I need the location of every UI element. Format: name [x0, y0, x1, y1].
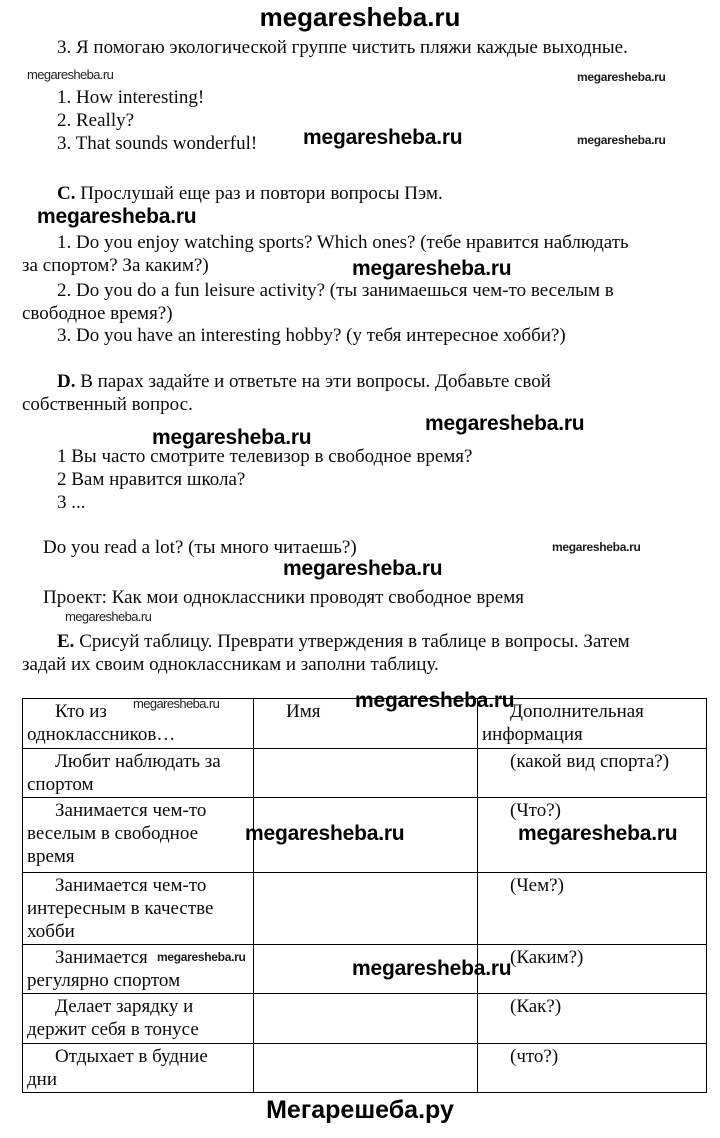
- info-cell: (Как?): [478, 994, 707, 1044]
- table-row: [23, 1044, 707, 1093]
- header-info-cell: Дополнительная информация: [478, 699, 707, 749]
- section-c-label: C.: [57, 183, 76, 204]
- section-d-heading: [22, 370, 710, 416]
- question-line: 2. Do you do a fun leisure activity? (ты занимаешься чем-то веселым в: [57, 280, 614, 301]
- d-question-1: 1 Вы часто смотрите телевизор в свободное время?: [57, 446, 473, 467]
- info-cell: (Чем?): [478, 873, 707, 945]
- watermark: megaresheba.ru: [133, 696, 220, 711]
- watermark: megaresheba.ru: [27, 67, 114, 82]
- table-row: [23, 749, 707, 798]
- d-question-3: 3 ...: [57, 492, 86, 513]
- watermark: megaresheba.ru: [303, 126, 463, 149]
- question-line: за спортом? За каким?): [22, 255, 209, 276]
- section-c-heading: [22, 182, 710, 205]
- project-title: Проект: Как мои одноклассники проводят свободное время: [43, 587, 524, 608]
- reply-2: 2. Really?: [57, 110, 135, 131]
- header-name-cell: Имя: [254, 699, 478, 749]
- classmates-table-wrapper: [22, 698, 707, 1093]
- watermark: megaresheba.ru: [518, 822, 678, 845]
- section-d-label: D.: [57, 371, 76, 392]
- section-c-question-3: 3. Do you have an interesting hobby? (у тебя интересное хобби?): [57, 325, 566, 346]
- site-footer: Мегарешеба.ру: [266, 1096, 454, 1124]
- who-cell: Занимается чем-то веселым в свободное время: [23, 798, 254, 873]
- who-cell: Занимается чем-то интересным в качестве хобби: [23, 873, 254, 945]
- watermark: megaresheba.ru: [157, 950, 246, 964]
- who-cell: Делает зарядку и держит себя в тонусе: [23, 994, 254, 1044]
- section-e-label: E.: [57, 631, 75, 652]
- watermark: megaresheba.ru: [425, 412, 585, 435]
- who-cell: Отдыхает в будние дни: [23, 1044, 254, 1093]
- info-cell: (какой вид спорта?): [478, 749, 707, 798]
- question-line: 1. Do you enjoy watching sports? Which ones? (тебе нравится наблюдать: [57, 232, 629, 253]
- section-d-title: В парах задайте и ответьте на эти вопросы. Добавьте свой: [75, 371, 551, 392]
- watermark: megaresheba.ru: [152, 426, 312, 449]
- watermark: megaresheba.ru: [352, 257, 512, 280]
- who-cell: Любит наблюдать за спортом: [23, 749, 254, 798]
- d-question-2: 2 Вам нравится школа?: [57, 469, 246, 490]
- info-cell: (Каким?): [478, 945, 707, 994]
- question-line: свободное время?): [22, 303, 173, 324]
- watermark: megaresheba.ru: [65, 609, 152, 624]
- info-cell: (Что?): [478, 798, 707, 873]
- reply-3: 3. That sounds wonderful!: [57, 133, 258, 154]
- watermark: megaresheba.ru: [577, 70, 666, 84]
- section-c-title: Прослушай еще раз и повтори вопросы Пэм.: [75, 183, 443, 204]
- table-row: [23, 994, 707, 1044]
- watermark: megaresheba.ru: [577, 133, 666, 147]
- classmates-table: [22, 698, 707, 1093]
- name-cell: [254, 1044, 478, 1093]
- name-cell: [254, 873, 478, 945]
- info-cell: (что?): [478, 1044, 707, 1093]
- watermark: megaresheba.ru: [552, 540, 641, 554]
- section-e-title-cont: задай их своим одноклассникам и заполни таблицу.: [22, 654, 439, 675]
- watermark: megaresheba.ru: [37, 205, 197, 228]
- section-c-question-2: [22, 279, 710, 325]
- reply-1: 1. How interesting!: [57, 87, 205, 108]
- watermark: megaresheba.ru: [355, 689, 515, 712]
- section-d-questions: [22, 445, 710, 514]
- section-e-title: Срисуй таблицу. Преврати утверждения в таблице в вопросы. Затем: [74, 631, 630, 652]
- section-e-heading: [22, 630, 710, 676]
- name-cell: [254, 749, 478, 798]
- name-cell: [254, 994, 478, 1044]
- intro-statement: 3. Я помогаю экологической группе чистить пляжи каждые выходные.: [57, 37, 628, 58]
- watermark: megaresheba.ru: [245, 822, 405, 845]
- header-who-cell: Кто из одноклассников…: [23, 699, 254, 749]
- section-d-title-cont: собственный вопрос.: [22, 394, 193, 415]
- watermark: megaresheba.ru: [283, 557, 443, 580]
- table-row: [23, 873, 707, 945]
- site-header: megaresheba.ru: [259, 2, 461, 32]
- watermark: megaresheba.ru: [352, 957, 512, 980]
- who-cell: Занимается регулярно спортом: [23, 945, 254, 994]
- read-question: Do you read a lot? (ты много читаешь?): [43, 537, 357, 558]
